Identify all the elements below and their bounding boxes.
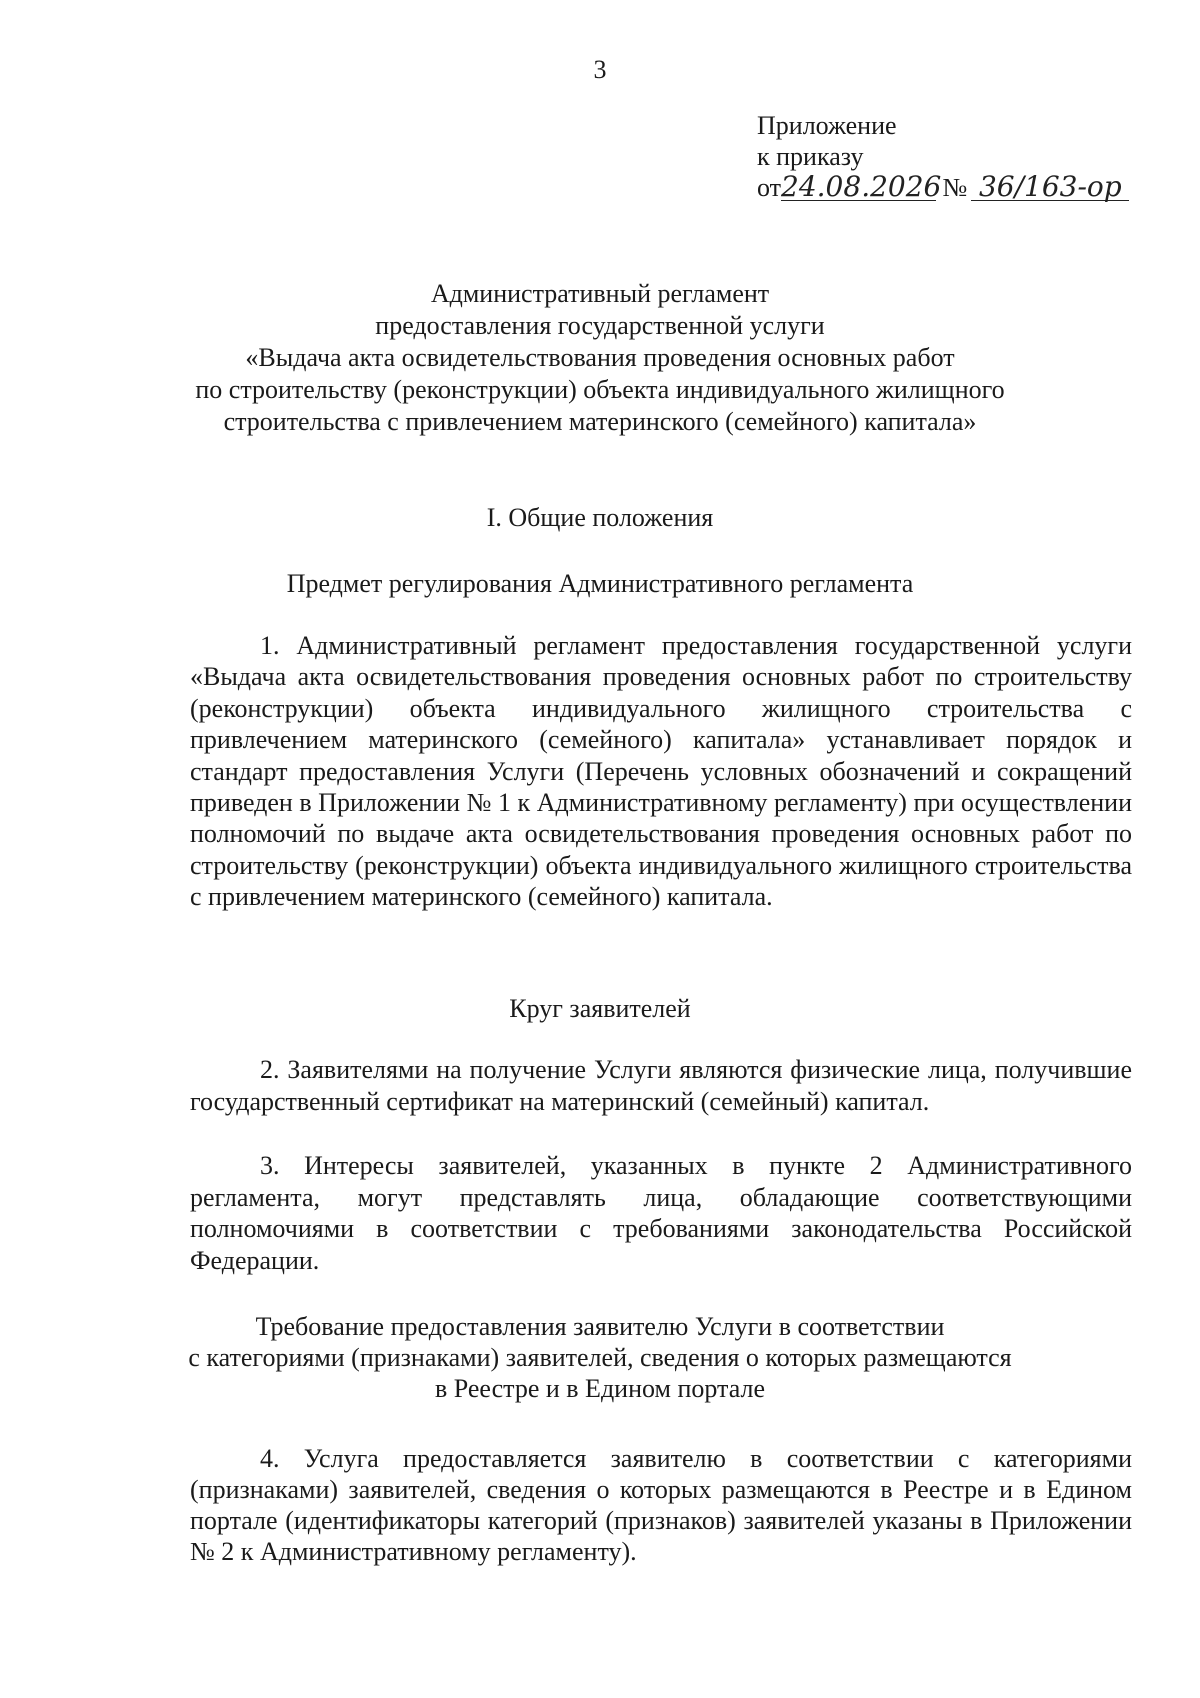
- page-number: 3: [593, 55, 607, 84]
- paragraph-3: 3. Интересы заявителей, указанных в пункте 2 Административного регламента, могут представлять лица, обладающие соответствующими полномочиями в соответствии с требованиями законодательства Российской Федерации.: [190, 1151, 1132, 1275]
- subheading-regulation-subject: Предмет регулирования Административного регламента: [286, 569, 914, 598]
- section-heading: I. Общие положения: [486, 503, 714, 532]
- appendix-label: Приложение: [757, 111, 897, 140]
- appendix-date-number-line: [757, 172, 1129, 203]
- number-label: №: [942, 173, 968, 202]
- handwritten-date: 24.08.2026: [781, 170, 942, 203]
- title-line: Административный регламент: [430, 279, 770, 308]
- subheading-requirement: [0, 1311, 1200, 1404]
- subheading-line: в Реестре и в Едином портале: [434, 1374, 765, 1403]
- paragraph-2: 2. Заявителями на получение Услуги являются физические лица, получившие государственный сертификат на материнский (семейный) капитал.: [190, 1055, 1132, 1116]
- appendix-order-label: к приказу: [757, 142, 864, 171]
- title-line: предоставления государственной услуги: [375, 311, 825, 340]
- appendix-block: [757, 110, 1129, 203]
- from-label: от: [757, 173, 782, 202]
- title-line: «Выдача акта освидетельствования проведения основных работ: [245, 343, 955, 372]
- paragraph-1: 1. Административный регламент предоставления государственной услуги «Выдача акта освидетельствования проведения основных работ по строительству (реконструкции) объекта индивидуального жилищного строительства с привлечением материнского (семейного) капитала» устанавливает порядок и стандарт предоставления Услуги (Перечень условных обозначений и сокращений приведен в Приложении № 1 к Административному регламенту) при осуществлении полномочий по выдаче акта освидетельствования проведения основных работ по строительству (реконструкции) объекта индивидуального жилищного строительства с привлечением материнского (семейного) капитала.: [190, 631, 1132, 912]
- document-title: [0, 278, 1200, 438]
- subheading-line: с категориями (признаками) заявителей, сведения о которых размещаются: [188, 1343, 1012, 1372]
- handwritten-number: 36/163-ор: [971, 174, 1129, 201]
- subheading-line: Требование предоставления заявителю Услуги в соответствии: [255, 1312, 945, 1341]
- subheading-applicants: Круг заявителей: [509, 994, 691, 1023]
- title-line: по строительству (реконструкции) объекта индивидуального жилищного: [195, 375, 1005, 404]
- paragraph-4: 4. Услуга предоставляется заявителю в соответствии с категориями (признаками) заявителей, сведения о которых размещаются в Реестре и в Едином портале (идентификаторы категорий (признаков) заявителей указаны в Приложении № 2 к Административному регламенту).: [190, 1444, 1132, 1566]
- title-line: строительства с привлечением материнского (семейного) капитала»: [223, 407, 977, 436]
